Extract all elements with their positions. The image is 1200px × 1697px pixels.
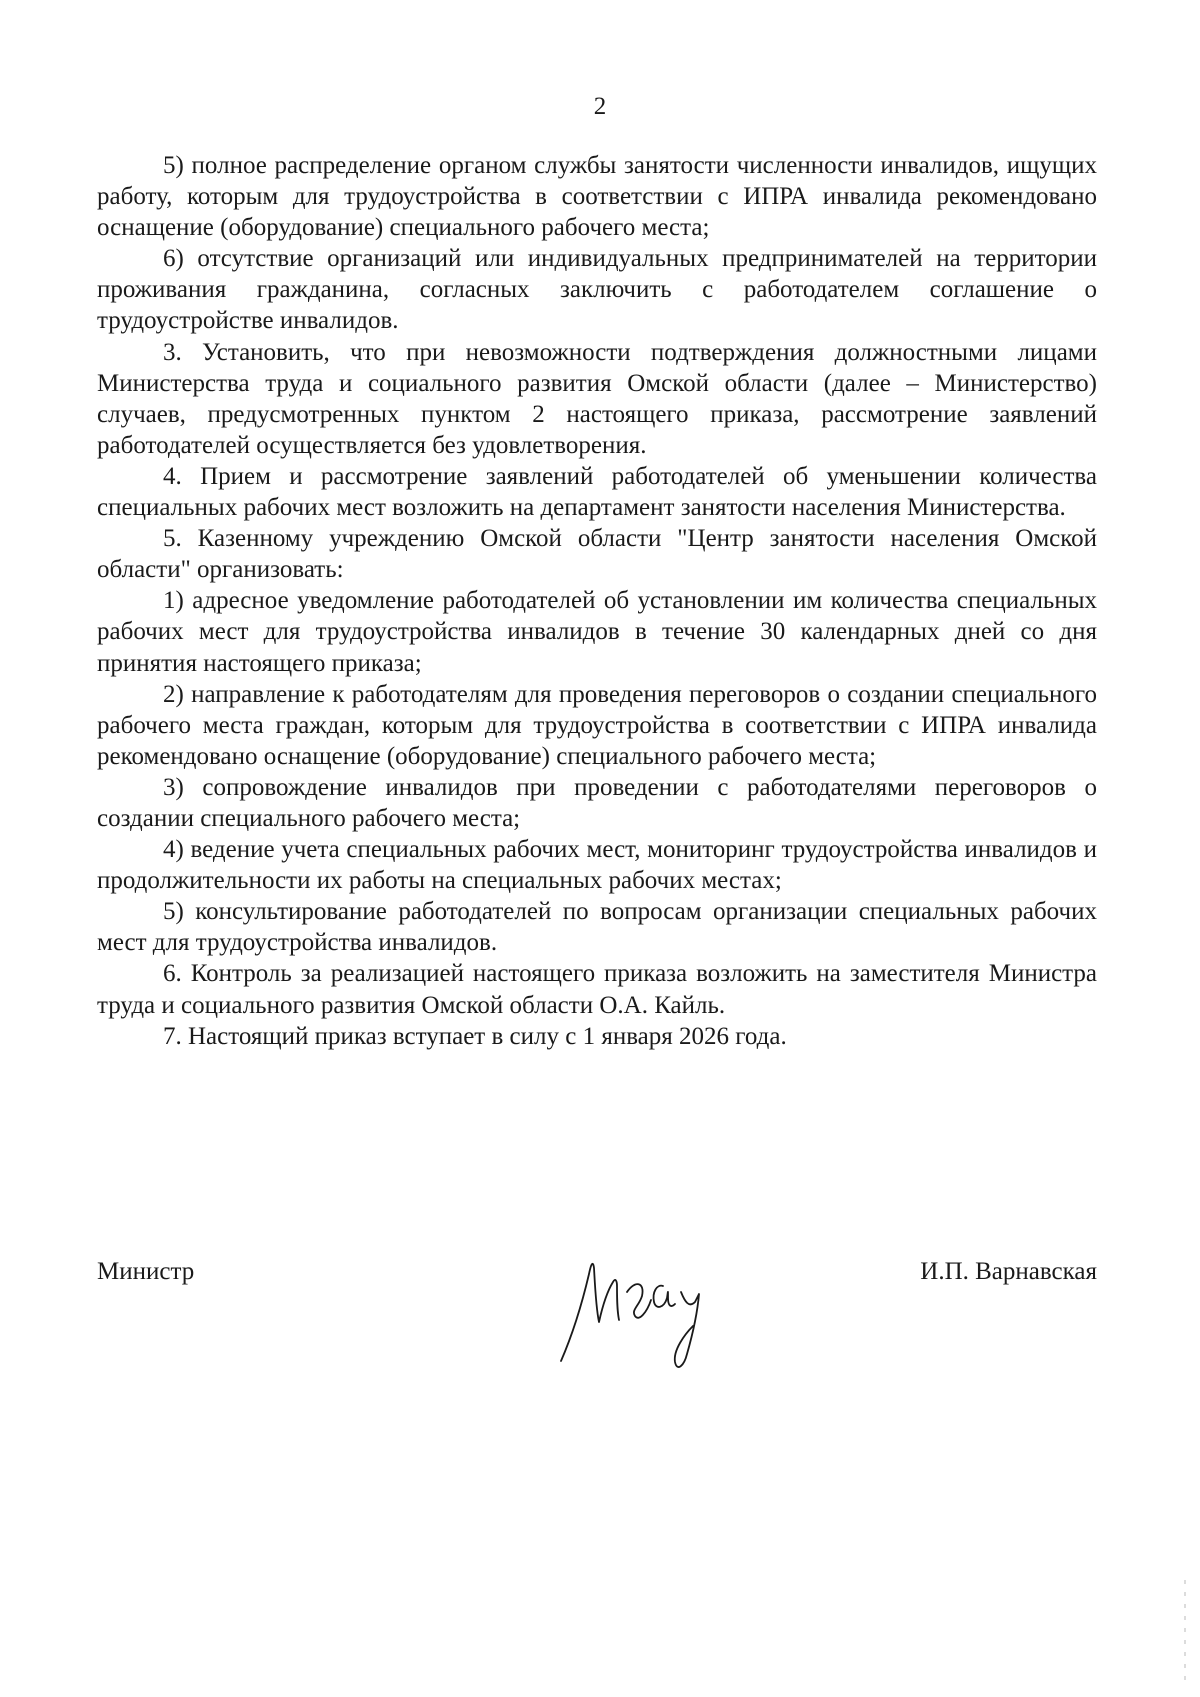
handwritten-signature-icon	[547, 1246, 747, 1376]
paragraph-clause-5: 5. Казенному учреждению Омской области "Центр занятости населения Омской области" организовать:	[97, 525, 1097, 584]
paragraph-item-5-distribution: 5) полное распределение органом службы занятости численности инвалидов, ищущих работу, которым для трудоустройства в соответствии с ИПРА инвалида рекомендовано оснащение (оборудование) специального рабочего места;	[97, 152, 1097, 242]
paragraph-clause-7: 7. Настоящий приказ вступает в силу с 1 января 2026 года.	[163, 1022, 787, 1050]
paragraph-clause-5-item-1: 1) адресное уведомление работодателей об установлении им количества специальных рабочих мест для трудоустройства инвалидов в течение 30 календарных дней со дня принятия настоящего приказа;	[97, 587, 1097, 677]
signatory-title: Министр	[97, 1258, 195, 1285]
paragraph-clause-5-item-4: 4) ведение учета специальных рабочих мест, мониторинг трудоустройства инвалидов и продолжительности их работы на специальных рабочих местах;	[97, 836, 1097, 895]
signature-block	[97, 1256, 1097, 1386]
paragraph-item-6-no-organizations: 6) отсутствие организаций или индивидуальных предпринимателей на территории проживания гражданина, согласных заключить с работодателем соглашение о трудоустройстве инвалидов.	[97, 245, 1097, 335]
scan-margin-marks	[1184, 1580, 1186, 1690]
paragraph-clause-5-item-3: 3) сопровождение инвалидов при проведении с работодателями переговоров о создании специального рабочего места;	[97, 773, 1097, 832]
paragraph-clause-4: 4. Прием и рассмотрение заявлений работодателей об уменьшении количества специальных рабочих мест возложить на департамент занятости населения Министерства.	[97, 462, 1097, 522]
paragraph-clause-5-item-2: 2) направление к работодателям для проведения переговоров о создании специального рабочего места граждан, которым для трудоустройства в соответствии с ИПРА инвалида рекомендовано оснащение (оборудование) специального рабочего места;	[97, 680, 1097, 770]
paragraph-clause-6: 6. Контроль за реализацией настоящего приказа возложить на заместителя Министра труда и социального развития Омской области О.А. Кайль.	[97, 960, 1097, 1019]
signatory-name: И.П. Варнавская	[920, 1258, 1097, 1285]
paragraph-clause-3: 3. Установить, что при невозможности подтверждения должностными лицами Министерства труда и социального развития Омской области (далее – Министерство) случаев, предусмотренных пунктом 2 настоящего приказа, рассмотрение заявлений работодателей осуществляется без удовлетворения.	[97, 338, 1097, 459]
page-number: 2	[593, 93, 607, 120]
document-body	[97, 150, 1097, 1052]
paragraph-clause-5-item-5: 5) консультирование работодателей по вопросам организации специальных рабочих мест для трудоустройства инвалидов.	[97, 898, 1097, 957]
